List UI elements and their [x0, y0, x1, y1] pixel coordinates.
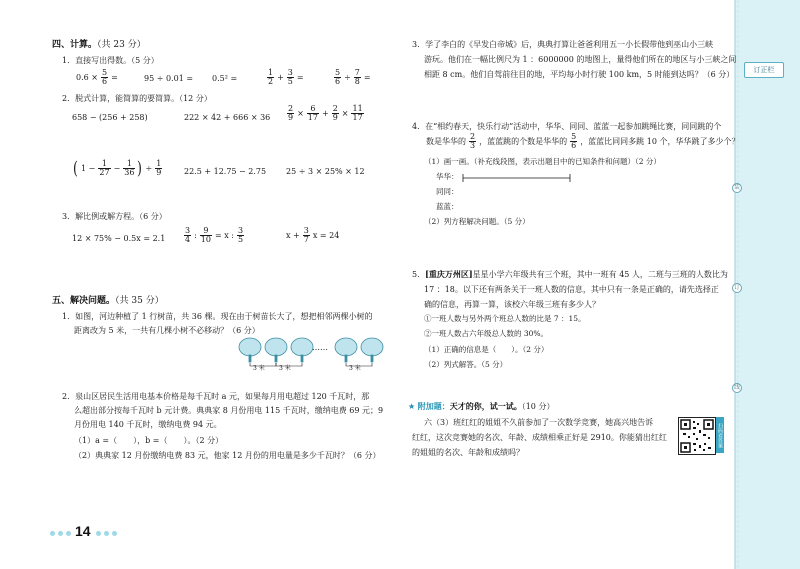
s5-q5-line2: 17 ：18。以下还有两条关于一班人数的信息，其中只有一条是正确的，请先选择正 — [424, 285, 719, 294]
s5-q4-line1: 4．在“相约春天，快乐行动”活动中，华华、同同、蓝蓝一起参加跳绳比赛，同同跳的个 — [412, 122, 722, 131]
s4-q1-item-c: 0.5² = — [212, 74, 238, 83]
s5-q3-line2: 游玩。他们在一幅比例尺为 1 ：6000000 的地图上，量得他们所在的地区与小三峡之间 — [424, 55, 737, 64]
s4-q1-text: 直接写出得数。 — [75, 56, 132, 65]
s5-q5-info2: ②一班人数占六年级总人数的 30%。 — [424, 329, 549, 338]
s5-q2-line2: 么超出部分按每千瓦时 b 元计费。典典家 8 月份用电 115 千瓦时，缴纳电费 69 元；9 — [74, 406, 384, 415]
fraction: $\frac{1}{2}$ — [268, 68, 274, 86]
s4-q2-item-c: $\frac{2}{9}$ × $\frac{6}{17}$ + $\frac{2}{9}$ × $\frac{11}{17}$ — [288, 104, 363, 122]
s5-q2-line1: 2．泉山区居民生活用电基本价格是每千瓦时 a 元，如果每月用电超过 120 千瓦时，那 — [62, 392, 370, 401]
s4-q1-item-d: $\frac{1}{2}$ + $\frac{3}{5}$ = — [268, 68, 304, 86]
binding-mark-1: 装 — [733, 184, 740, 191]
fraction: $\frac{5}{6}$ — [101, 68, 108, 86]
s4-q3-item-b: $\frac{3}{4}$ : $\frac{9}{10}$ = x : $\frac{3}{5}$ — [185, 226, 244, 244]
qr-side-label: 扫码看答案 — [716, 417, 724, 453]
s5-q3-line1: 3．学了李白的《早发白帝城》后，典典打算让爸爸利用五一小长假带他到巫山小三峡 — [412, 40, 714, 49]
qr-pattern — [679, 418, 715, 454]
s5-q4-sub1: （1）画一画。（补充线段图，表示出题目中的已知条件和问题）（2 分） — [424, 157, 661, 166]
distance-label-2: 3 米 — [279, 365, 291, 372]
fraction: $\frac{3}{5}$ — [287, 68, 293, 86]
star-icon: ★ — [408, 402, 416, 411]
s5-q2-sub2: （2）典典家 12 月份缴纳电费 83 元，他家 12 月份的用电量是多少千瓦时？（6 分） — [74, 451, 381, 460]
binding-mark-3: 线 — [733, 384, 740, 391]
section5-score: （共 35 分） — [115, 296, 164, 306]
s4-q1-item-e: $\frac{5}{6}$ ÷ $\frac{7}{8}$ = — [335, 68, 371, 86]
page-number: 14 — [75, 523, 91, 539]
fraction: $\frac{7}{8}$ — [354, 68, 360, 86]
qr-code[interactable] — [678, 417, 716, 455]
s4-q2-item-f: 25 ÷ 3 × 25% × 12 — [286, 167, 365, 176]
section5-heading — [52, 296, 164, 306]
appendix-score: （10 分） — [521, 402, 555, 411]
distance-label-1: 3 米 — [253, 365, 265, 372]
region-tag: [重庆万州区] — [425, 269, 473, 279]
page-footer — [50, 522, 120, 540]
section5-title: 五、解决问题。 — [52, 296, 116, 306]
s5-q1-line1: 1．如图，河边种植了 1 行树苗，共 36 棵。现在由于树苗长大了，想把相邻两棵小树的 — [62, 312, 373, 321]
s4-q1-score: （5 分） — [131, 56, 159, 65]
segment-label-tongtong: 同同： — [436, 187, 459, 196]
tree-ellipsis: …… — [312, 343, 328, 352]
fraction: $\frac{5}{6}$ — [335, 68, 341, 86]
s4-q1-item-b: 95 ÷ 0.01 = — [144, 74, 194, 83]
section4-title: 四、计算。 — [52, 40, 98, 50]
appendix-heading — [408, 402, 554, 411]
section4-heading — [52, 40, 146, 50]
s4-q3-item-a: 12 × 75% − 0.5x = 2.1 — [72, 234, 166, 243]
s4-q3-item-c: x + $\frac{3}{7}$ x = 24 — [286, 226, 340, 244]
expr-text: 0.6 × — [76, 72, 98, 82]
appendix-line3: 的姐姐的名次、年龄和成绩吗？ — [412, 448, 524, 457]
s4-q2-item-e: 22.5 + 12.75 − 2.75 — [184, 167, 267, 176]
expr-text: = — [111, 72, 118, 82]
correction-label: 订正栏 — [744, 62, 784, 78]
section4-score: （共 23 分） — [97, 40, 146, 50]
s5-q5-sub1: （1）正确的信息是（ ）。（2 分） — [424, 345, 549, 354]
appendix-line1: 六（3）班红红的姐姐不久前参加了一次数学竞赛，她高兴地告诉 — [424, 418, 654, 427]
appendix-title: 天才的你，试一试。 — [449, 401, 522, 411]
s5-q5-line1: 5．[重庆万州区]星星小学六年级共有三个班，其中一班有 45 人，二班与三班的人数比为 — [412, 269, 728, 279]
s4-q2-item-a: 658 − (256 + 258) — [72, 113, 148, 122]
s4-q2-prompt: 2．脱式计算，能简算的要简算。（12 分） — [62, 94, 212, 103]
s5-q4-sub2: （2）列方程解决问题。（5 分） — [424, 217, 530, 226]
distance-label-3: 3 米 — [349, 365, 361, 372]
s5-q5-line3: 确的信息，再算一算，该校六年级三班有多少人？ — [424, 300, 600, 309]
s5-q5-sub2: （2）列式解答。（5 分） — [424, 360, 508, 369]
s5-q3-line3: 相距 8 cm。他们自驾前往目的地，平均每小时行驶 100 km，5 时能到达吗？（6 分） — [424, 70, 735, 79]
s5-q4-line2: 数是华华的 $\frac{2}{3}$ ，蓝蓝跳的个数是华华的 $\frac{5}{6}$ ，蓝蓝比同同多跳 10 个，华华跳了多少个？ — [426, 132, 740, 150]
s4-q3-prompt: 3．解比例或解方程。（6 分） — [62, 212, 167, 221]
appendix-line2: 红红，这次竞赛她的名次、年龄、成绩相乘正好是 2910。你能猜出红红 — [412, 433, 667, 442]
segment-label-lanlan: 蓝蓝： — [436, 202, 459, 211]
s4-q1-item-a — [74, 68, 120, 86]
s5-q2-sub1: （1）a =（ ），b =（ ）。（2 分） — [74, 436, 224, 445]
s4-q2-item-b: 222 × 42 + 666 × 36 — [184, 113, 271, 122]
segment-label-huahua: 华华： — [436, 172, 459, 181]
s5-q2-line3: 月份用电 140 千瓦时，缴纳电费 94 元。 — [74, 420, 222, 429]
binding-mark-2: 订 — [733, 284, 740, 291]
segment-line-huahua — [462, 172, 574, 184]
s5-q1-line2: 距离改为 5 米，一共有几棵小树不必移动？（6 分） — [74, 326, 260, 335]
s4-q1-num: 1． — [62, 56, 76, 65]
appendix-label: 附加题： — [417, 401, 450, 411]
s4-q1-prompt — [62, 56, 159, 65]
s5-q5-info1: ①一班人数与另外两个班总人数的比是 7 ：15。 — [424, 314, 586, 323]
s4-q2-item-d: ( 1 − $\frac{1}{27}$ − $\frac{1}{36}$ ) ÷ $\frac{1}{9}$ — [73, 157, 162, 179]
